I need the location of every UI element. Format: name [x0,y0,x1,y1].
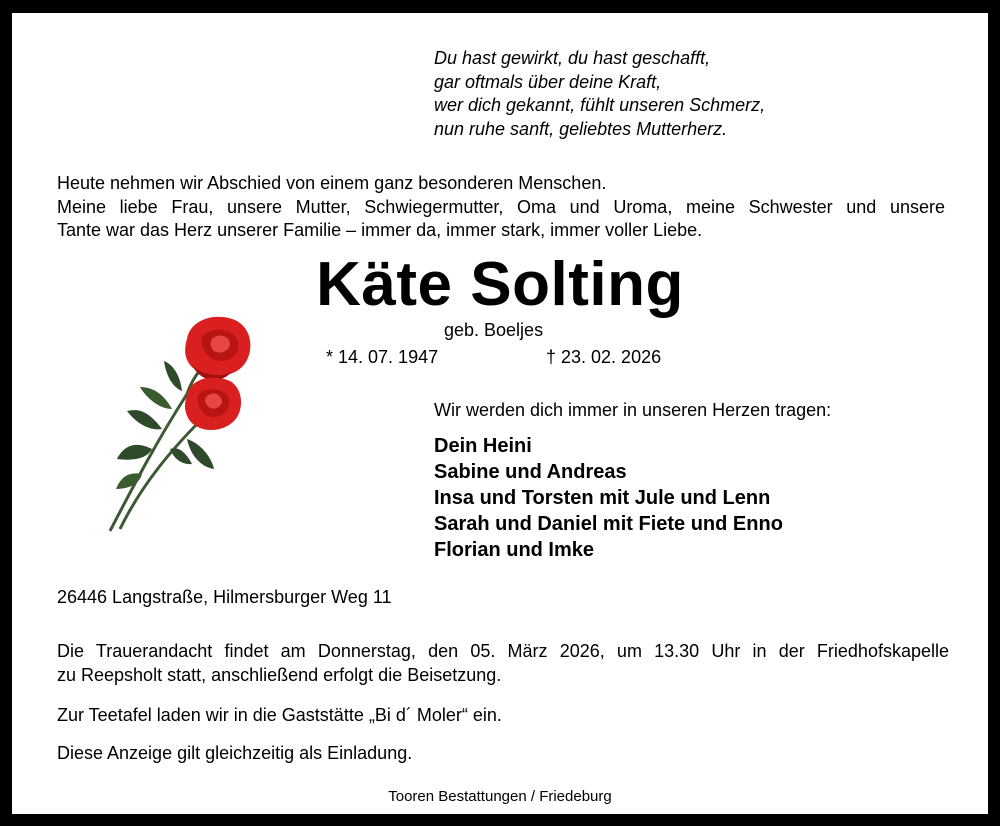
poem-line: gar oftmals über deine Kraft, [434,71,662,92]
funeral-home: Tooren Bestattungen / Friedeburg [388,788,612,805]
intro-line: Tante war das Herz unserer Familie – immer da, immer stark, immer voller Liebe. [57,220,703,240]
poem [434,47,765,141]
tea-invitation: Zur Teetafel laden wir in die Gaststätte „Bi d´ Moler“ ein. [57,705,502,725]
intro-line: Meine liebe Frau, unsere Mutter, Schwiegermutter, Oma und Uroma, meine Schwester und unsere [57,196,945,217]
poem-line: wer dich gekannt, fühlt unseren Schmerz, [434,95,766,116]
service-line: zu Reepsholt statt, anschließend erfolgt die Beisetzung. [57,665,502,685]
birth-name: geb. Boeljes [444,320,544,340]
deceased-name: Käte Solting [316,250,684,319]
intro-text [57,172,945,243]
invitation-note: Diese Anzeige gilt gleichzeitig als Einladung. [57,743,413,763]
address: 26446 Langstraße, Hilmersburger Weg 11 [57,587,392,607]
poem-line: nun ruhe sanft, geliebtes Mutterherz. [434,118,728,139]
intro-line: Heute nehmen wir Abschied von einem ganz besonderen Menschen. [57,173,607,193]
service-info [57,639,949,687]
red-roses-icon [92,299,262,539]
motto: Wir werden dich immer in unseren Herzen tragen: [434,400,832,420]
poem-line: Du hast gewirkt, du hast geschafft, [434,48,711,68]
service-line: Die Trauerandacht findet am Donnerstag, den 05. März 2026, um 13.30 Uhr in der Friedhofskapelle [57,641,949,661]
death-date: † 23. 02. 2026 [546,347,662,367]
mourner: Sabine und Andreas [434,461,627,483]
mourner: Dein Heini [434,435,532,457]
birth-date: * 14. 07. 1947 [326,347,439,367]
mourner: Insa und Torsten mit Jule und Lenn [434,487,771,509]
mourner: Florian und Imke [434,539,595,561]
mourner: Sarah und Daniel mit Fiete und Enno [434,513,783,535]
mourners-list [434,433,783,563]
